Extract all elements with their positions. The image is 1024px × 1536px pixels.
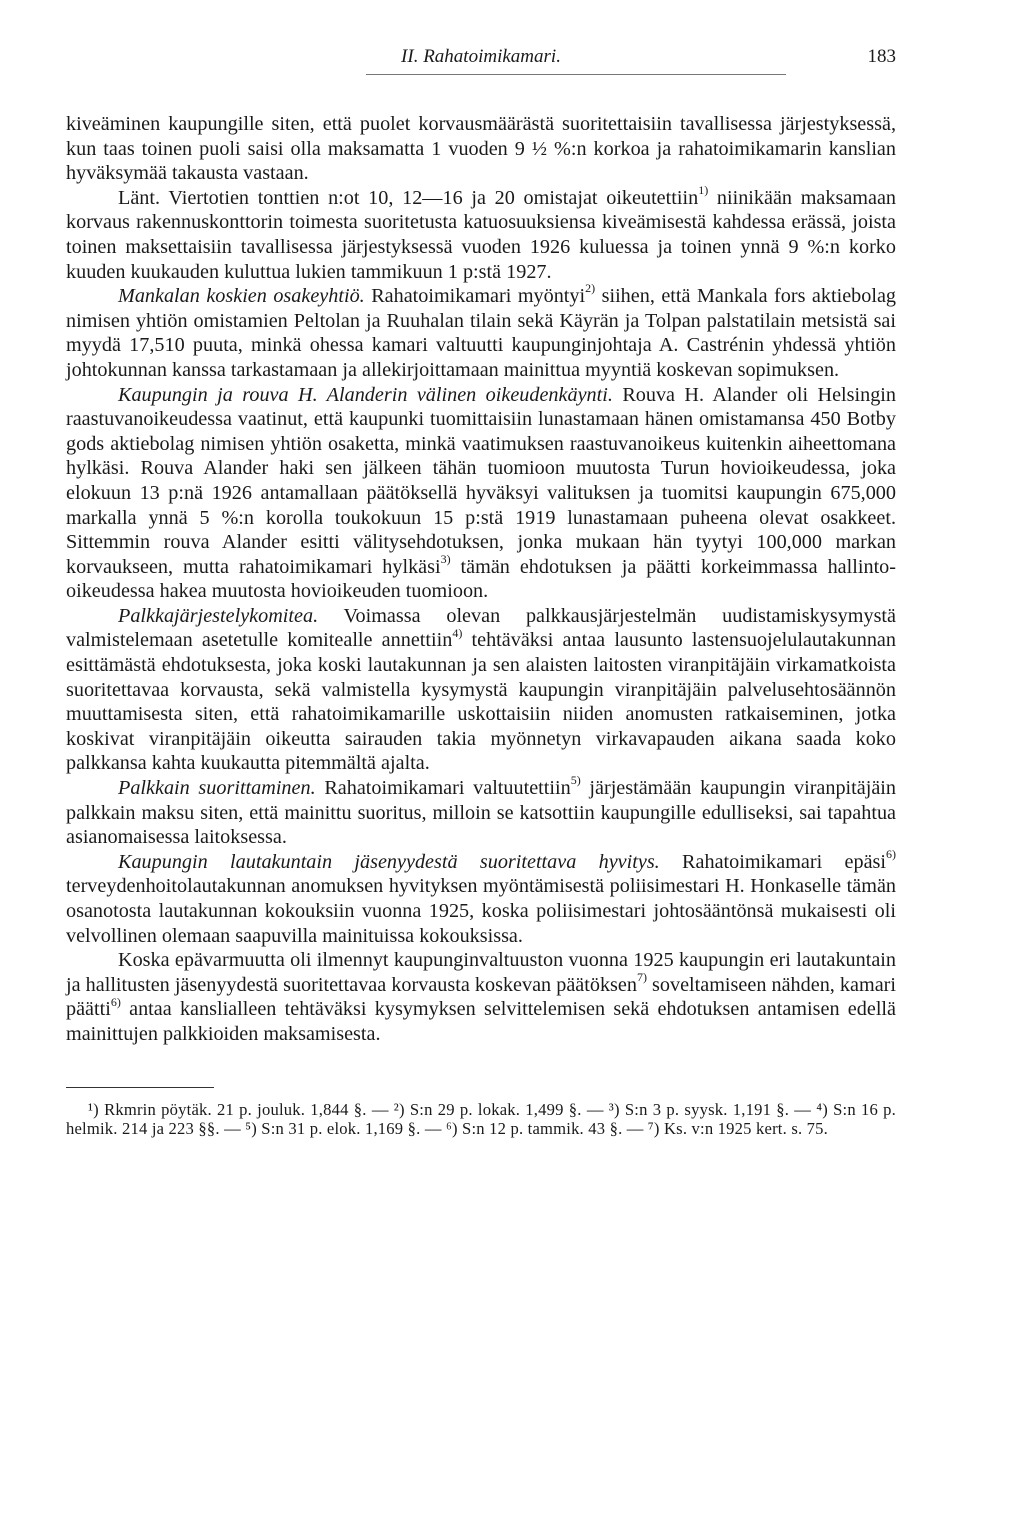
footnote-ref-5: 5) [570,773,581,788]
footnote-ref-6b: 6) [110,994,121,1009]
paragraph-3-text-a: Rahatoimikamari myöntyi [364,285,586,308]
footnote-ref-6: 6) [886,847,896,862]
paragraph-1-text: kiveäminen kaupungille siten, että puolet korvausmäärästä suoritettaisiin tavallisessa järjestyksessä, kun taas toinen puoli saisi olla maksamatta 1 vuoden 9 ½ %:n korkoa ja rahatoimikamarin kanslian hyväksymää takausta vastaan. [66,113,896,185]
footnote-ref-4: 4) [452,625,463,640]
document-body [66,112,896,1047]
paragraph-2 [66,183,896,284]
paragraph-7-text-b: terveydenhoitolautakunnan anomuksen hyvityksen myöntämisestä poliisimestari H. Honkaselle tämän osanotosta lautakunnan kokouksiin vuonna 1925, koska poliisimestari johtosääntönsä mukaisesti oli velvollinen olemaan saapuvilla mainituissa kokouksissa. [66,875,896,947]
paragraph-8-text-b: soveltamiseen nähden, kamari päätti [66,973,896,1021]
paragraph-5-text-b: tehtäväksi antaa lausunto lastensuojelulautakunnan esittämästä ehdotuksesta, joka koski lautakunnan ja sen alaisten laitosten viranpitäjäin virkamatkoista suoritettavaa korvausta, sekä valmistella kysymystä kaupungin viranpitäjäin palvelusehtosäännön muuttamisesta siten, että rahatoimikamarille uskottaisiin niiden anomusten ratkaiseminen, jotka koskivat viranpitäjäin oikeutta sairauden takia myönnetyn virkavapauden aikana saada koko palkkansa kahta kuukautta pitemmältä ajalta. [66,629,896,775]
footnote-ref-7: 7) [636,970,647,985]
paragraph-3-text-b: siihen, että Mankala fors aktiebolag nimisen yhtiön omistamien Peltolan ja Ruuhalan tilain sekä Käyrän ja Tolpan palstatilain metsistä sai myydä 17,510 puuta, minkä ohessa kamari valtuutti kaupunginjohtaja A. Castrénin yhdessä yhtiön johtokunnan kanssa tarkastamaan ja allekirjoittamaan mainittua myyntiä koskevan sopimuksen. [66,285,897,381]
paragraph-4 [66,383,896,604]
paragraph-8 [66,948,896,1046]
section-heading-mankala: Mankalan koskien osakeyhtiö. [118,285,365,308]
paragraph-6-text-b: järjestämään kaupungin viranpitäjäin palkkain maksu siten, että mainittu suoritus, milloin se katsottiin kaupungille edulliseksi, sai tapahtua asianomaisessa laitoksessa. [66,777,897,849]
header-rule [366,74,786,75]
section-heading-palkkain: Palkkain suorittaminen. [118,777,316,800]
footnote-ref-3: 3) [440,551,451,566]
paragraph-1 [66,112,896,186]
running-header [66,46,896,78]
paragraph-8-text-a: Koska epävarmuutta oli ilmennyt kaupunginvaltuuston vuonna 1925 kaupungin eri lautakuntain ja hallitusten jäsenyydestä suoritettavaa korvausta koskevan päätöksen [66,949,896,996]
paragraph-6 [66,773,897,850]
footnote-ref-1: 1) [698,183,709,198]
footnote-separator [66,1087,214,1088]
paragraph-5-text-a: Voimassa olevan palkkausjärjestelmän uudistamiskysymystä valmistelemaan asetetulle komitealle annettiin [66,604,896,652]
footnote-ref-2: 2) [585,281,596,296]
section-heading-hyvitys: Kaupungin lautakuntain jäsenyydestä suoritettava hyvitys. [118,850,660,873]
paragraph-7-text-a: Rahatoimikamari epäsi [659,850,886,873]
paragraph-8-text-c: antaa kanslialleen tehtäväksi kysymyksen selvittelemisen sekä ehdotuksen antamisen edellä mainittujen palkkioiden maksamisesta. [66,998,896,1045]
page-number: 183 [867,46,896,67]
paragraph-3 [66,281,897,382]
section-heading-palkkajarjestely: Palkkajärjestelykomitea. [118,604,319,627]
footnotes-text: ¹) Rkmrin pöytäk. 21 p. jouluk. 1,844 §. — ²) S:n 29 p. lokak. 1,499 §. — ³) S:n 3 p. syysk. 1,191 §. — ⁴) S:n 16 p. helmik. 214 ja 223 §§. — ⁵) S:n 31 p. elok. 1,169 §. — ⁶) S:n 12 p. tammik. 43 §. — ⁷) Ks. v:n 1925 kert. s. 75. [66,1099,896,1139]
paragraph-2-text-b: niinikään maksamaan korvaus rakennuskonttorin toimesta suoritetusta katuosuuksiensa kiveämisestä kahdessa erässä, joista toinen maksettaisiin tavallisessa järjestyksessä vuoden 1926 kuluessa ja toinen ynnä 9 %:n korko kuuden kuukauden kuluttua lukien tammikuun 1 p:stä 1927. [66,186,896,283]
paragraph-7 [66,847,896,948]
paragraph-6-text-a: Rahatoimikamari valtuutettiin [315,777,571,800]
footnotes [66,1100,896,1139]
paragraph-2-text-a: Länt. Viertotien tonttien n:ot 10, 12—16 ja 20 omistajat oikeutettiin [118,186,699,209]
document-page [66,46,896,1139]
paragraph-5 [66,604,896,776]
paragraph-4-text-a: Rouva H. Alander oli Helsingin raastuvanoikeudessa vaatinut, että kaupunki tuomittaisiin lunastamaan hänen omistamansa 450 Botby gods aktiebolag nimisen yhtiön osaketta, minkä vaatimuksen raastuvanoikeus kuitenkin aiheettomana hylkäsi. Rouva Alander haki sen jälkeen tähän tuomioon muutosta Turun hovioikeudessa, joka elokuun 13 p:nä 1926 antamallaan päätöksellä hyväksyi valituksen ja tuomitsi kaupungin 675,000 markalla ynnä 5 %:n korolla toukokuun 15 p:stä 1919 lunastamaan puheena olevat osakkeet. Sittemmin rouva Alander esitti välitysehdotuksen, jonka mukaan hän tyytyi 100,000 markan korvaukseen, mutta rahatoimikamari hylkäsi [66,383,897,578]
paragraph-4-text-b: tämän ehdotuksen ja päätti korkeimmassa hallinto-oikeudessa hakea muutosta hovioikeuden tuomioon. [66,555,896,603]
running-title: II. Rahatoimikamari. [401,46,561,67]
section-heading-alander: Kaupungin ja rouva H. Alanderin välinen oikeudenkäynti. [118,383,613,406]
